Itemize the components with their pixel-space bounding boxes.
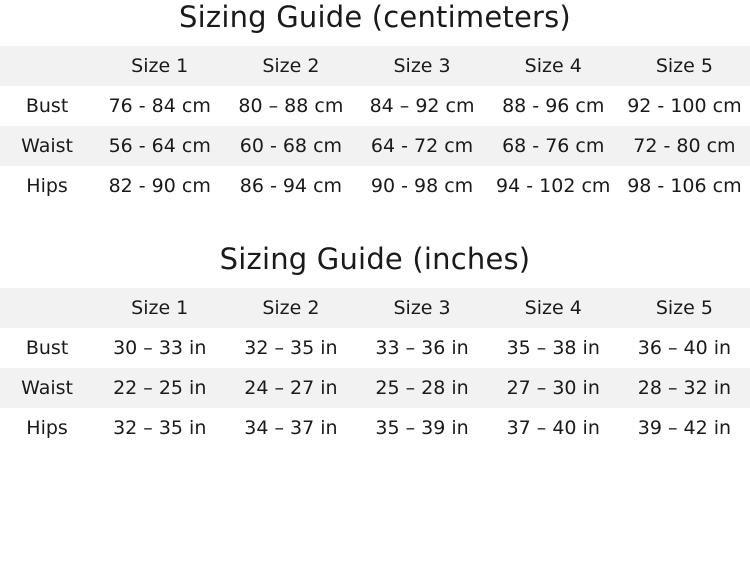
table-cell: 94 - 102 cm [488, 166, 619, 206]
header-cell [0, 46, 94, 86]
table-cell: 82 - 90 cm [94, 166, 225, 206]
table-cell: 32 – 35 in [94, 408, 225, 448]
table-cell: 98 - 106 cm [619, 166, 750, 206]
header-cell: Size 3 [356, 288, 487, 328]
in-size-table [0, 288, 750, 448]
header-cell: Size 2 [225, 288, 356, 328]
table-cell: 90 - 98 cm [356, 166, 487, 206]
header-cell: Size 2 [225, 46, 356, 86]
in-guide-title: Sizing Guide (inches) [219, 242, 531, 276]
table-cell: 36 – 40 in [619, 328, 750, 368]
table-header-row [0, 46, 750, 86]
table-cell: 30 – 33 in [94, 328, 225, 368]
header-cell: Size 1 [94, 46, 225, 86]
header-cell: Size 5 [619, 288, 750, 328]
table-cell: 28 – 32 in [619, 368, 750, 408]
table-cell: 25 – 28 in [356, 368, 487, 408]
header-cell: Size 4 [488, 46, 619, 86]
table-cell: 34 – 37 in [225, 408, 356, 448]
table-row [0, 328, 750, 368]
table-row [0, 166, 750, 206]
row-label: Hips [0, 408, 94, 448]
table-row [0, 368, 750, 408]
header-cell: Size 1 [94, 288, 225, 328]
table-cell: 35 – 39 in [356, 408, 487, 448]
cm-guide-title: Sizing Guide (centimeters) [179, 0, 571, 34]
table-cell: 27 – 30 in [488, 368, 619, 408]
row-label: Hips [0, 166, 94, 206]
table-cell: 37 – 40 in [488, 408, 619, 448]
table-cell: 32 – 35 in [225, 328, 356, 368]
table-header-row [0, 288, 750, 328]
table-cell: 35 – 38 in [488, 328, 619, 368]
header-cell: Size 5 [619, 46, 750, 86]
table-cell: 56 - 64 cm [94, 126, 225, 166]
table-cell: 39 – 42 in [619, 408, 750, 448]
cm-size-table [0, 46, 750, 206]
table-cell: 92 - 100 cm [619, 86, 750, 126]
table-cell: 80 – 88 cm [225, 86, 356, 126]
table-row [0, 126, 750, 166]
row-label: Waist [0, 368, 94, 408]
header-cell: Size 4 [488, 288, 619, 328]
table-cell: 72 - 80 cm [619, 126, 750, 166]
table-cell: 24 – 27 in [225, 368, 356, 408]
row-label: Bust [0, 328, 94, 368]
table-row [0, 86, 750, 126]
table-cell: 22 – 25 in [94, 368, 225, 408]
row-label: Bust [0, 86, 94, 126]
table-cell: 60 - 68 cm [225, 126, 356, 166]
table-cell: 86 - 94 cm [225, 166, 356, 206]
table-row [0, 408, 750, 448]
row-label: Waist [0, 126, 94, 166]
table-cell: 68 - 76 cm [488, 126, 619, 166]
table-cell: 84 – 92 cm [356, 86, 487, 126]
table-cell: 64 - 72 cm [356, 126, 487, 166]
table-cell: 76 - 84 cm [94, 86, 225, 126]
table-cell: 33 – 36 in [356, 328, 487, 368]
header-cell [0, 288, 94, 328]
header-cell: Size 3 [356, 46, 487, 86]
table-cell: 88 - 96 cm [488, 86, 619, 126]
